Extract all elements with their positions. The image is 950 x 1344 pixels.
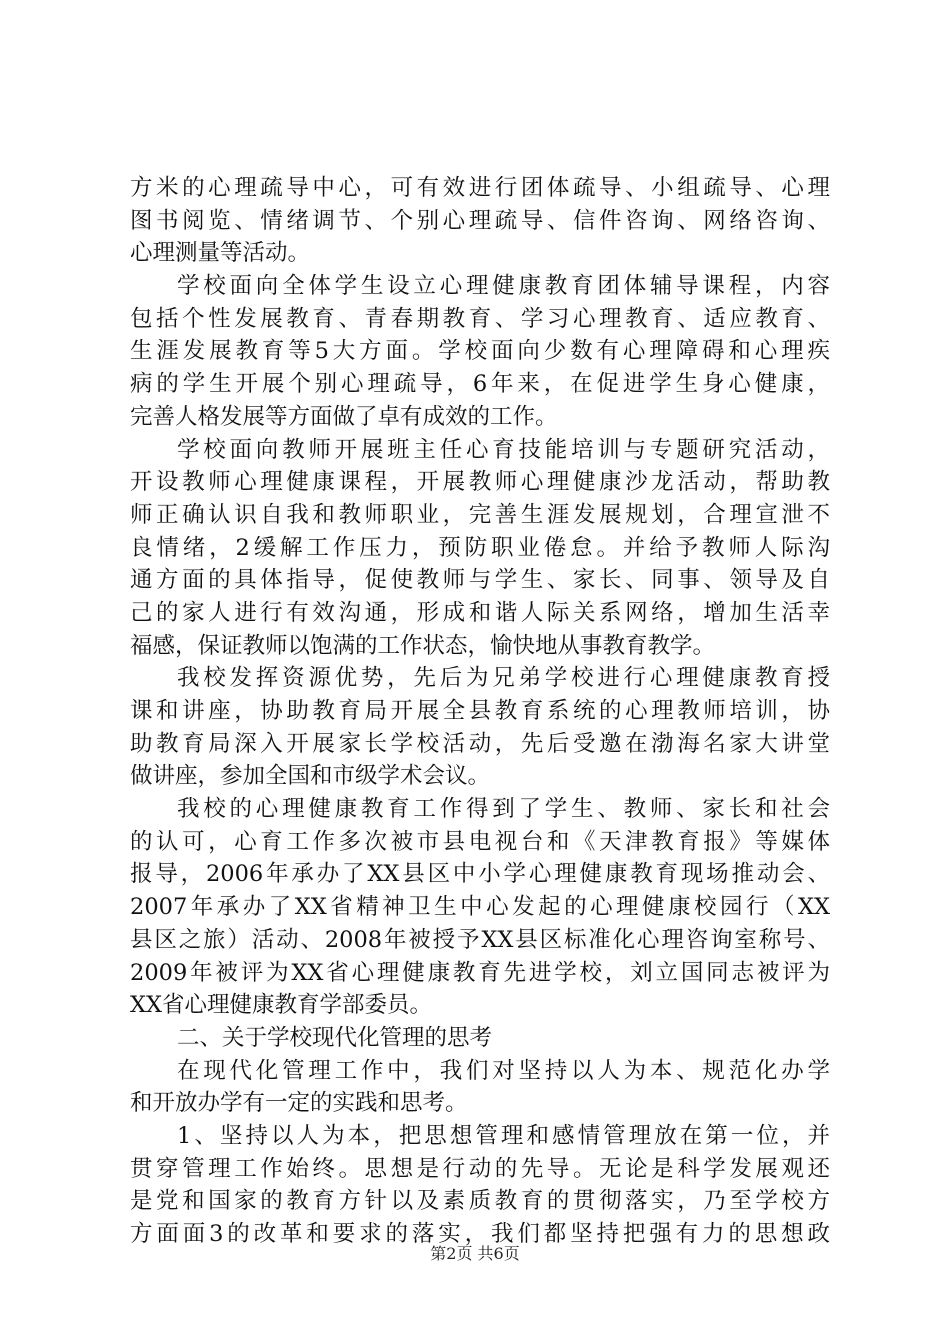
text-line: 和开放办学有一定的实践和思考。 — [130, 1090, 468, 1117]
text-line: 方面面3的改革和要求的落实，我们都坚持把强有力的思想政 — [130, 1221, 830, 1247]
text-line: 课和讲座，协助教育局开展全县教育系统的心理教师培训，协 — [130, 698, 830, 724]
text-line: 的认可，心育工作多次被市县电视台和《天津教育报》等媒体 — [130, 828, 830, 855]
text-line: 报导，2006年承办了XX县区中小学心理健康教育现场推动会、 — [130, 861, 830, 888]
text-line: 病的学生开展个别心理疏导，6年来，在促进学生身心健康， — [130, 371, 830, 398]
text-line: 助教育局深入开展家长学校活动，先后受邀在渤海名家大讲堂 — [130, 730, 830, 757]
text-line: 福感，保证教师以饱满的工作状态，愉快地从事教育教学。 — [130, 632, 716, 659]
text-line: 生涯发展教育等5大方面。学校面向少数有心理障碍和心理疾 — [130, 338, 830, 365]
text-line: 己的家人进行有效沟通，形成和谐人际关系网络，增加生活幸 — [130, 599, 830, 626]
text-line: 是党和国家的教育方针以及素质教育的贯彻落实，乃至学校方 — [130, 1188, 830, 1215]
text-line: 做讲座，参加全国和市级学术会议。 — [130, 763, 491, 790]
paragraph-start-line: 我校的心理健康教育工作得到了学生、教师、家长和社会 — [177, 796, 830, 823]
paragraph-start-line: 我校发挥资源优势，先后为兄弟学校进行心理健康教育授 — [177, 665, 830, 692]
text-line: 完善人格发展等方面做了卓有成效的工作。 — [130, 403, 558, 430]
paragraph-start-line: 学校面向教师开展班主任心育技能培训与专题研究活动， — [177, 436, 830, 463]
paragraph-start-line: 学校面向全体学生设立心理健康教育团体辅导课程，内容 — [177, 273, 830, 300]
text-line: 2007年承办了XX省精神卫生中心发起的心理健康校园行（XX — [130, 894, 830, 921]
page-number-footer: 第2页 共6页 — [430, 1244, 520, 1263]
text-line: 方米的心理疏导中心，可有效进行团体疏导、小组疏导、心理 — [130, 175, 830, 201]
text-line: 开设教师心理健康课程，开展教师心理健康沙龙活动，帮助教 — [130, 469, 830, 496]
text-line: 心理测量等活动。 — [130, 240, 311, 267]
paragraph-start-line: 在现代化管理工作中，我们对坚持以人为本、规范化办学 — [177, 1057, 830, 1084]
section-heading: 二、关于学校现代化管理的思考 — [177, 1024, 493, 1051]
text-line: 良情绪，2缓解工作压力，预防职业倦怠。并给予教师人际沟 — [130, 534, 830, 561]
text-line: XX省心理健康教育学部委员。 — [130, 992, 433, 1019]
text-line: 2009年被评为XX省心理健康教育先进学校，刘立国同志被评为 — [130, 959, 830, 986]
paragraph-start-line: 1、坚持以人为本，把思想管理和感情管理放在第一位，并 — [177, 1122, 830, 1149]
text-line: 贯穿管理工作始终。思想是行动的先导。无论是科学发展观还 — [130, 1155, 830, 1182]
text-line: 通方面的具体指导，促使教师与学生、家长、同事、领导及自 — [130, 567, 830, 594]
text-line: 包括个性发展教育、青春期教育、学习心理教育、适应教育、 — [130, 305, 830, 332]
document-body — [130, 172, 830, 1251]
text-line: 县区之旅）活动、2008年被授予XX县区标准化心理咨询室称号、 — [130, 926, 830, 953]
text-line: 师正确认识自我和教师职业，完善生涯发展规划，合理宣泄不 — [130, 501, 830, 528]
text-line: 图书阅览、情绪调节、个别心理疏导、信件咨询、网络咨询、 — [130, 207, 830, 234]
